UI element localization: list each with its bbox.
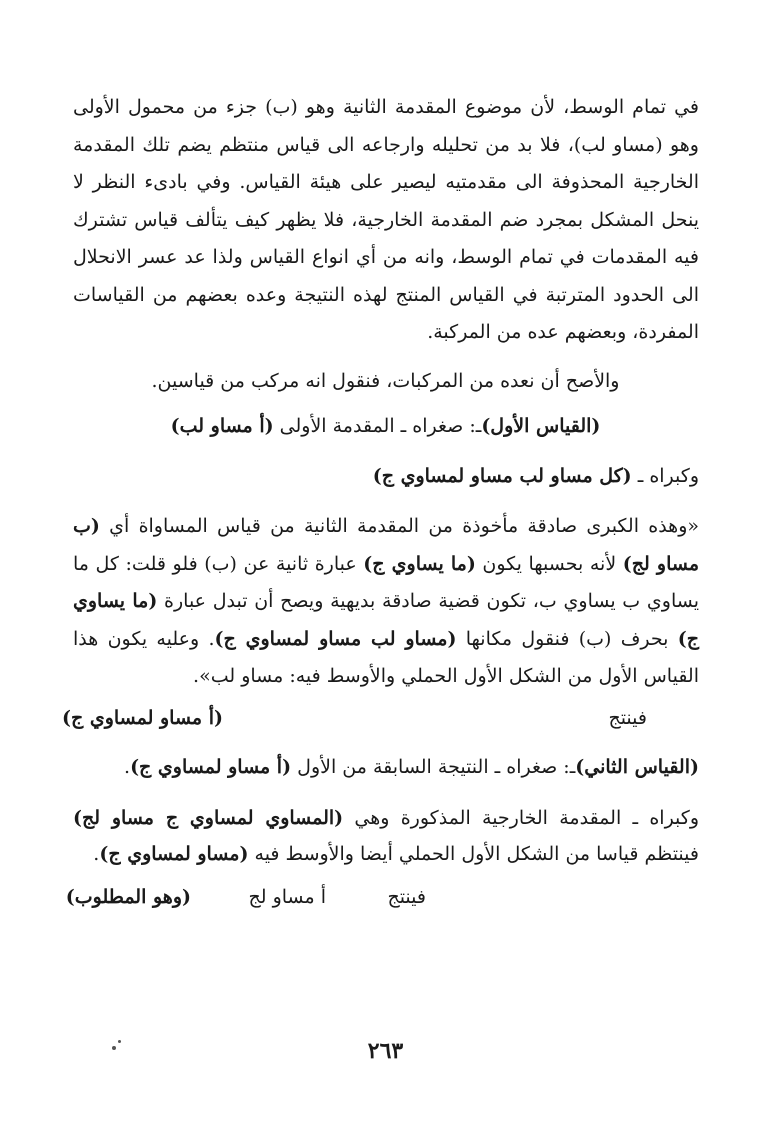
p3-bold-1: (المساوي لمساوي ج مساو لج) xyxy=(73,807,344,829)
paragraph-kubrah-2 xyxy=(73,800,699,872)
final-conclusion: أ مساو لج xyxy=(248,886,326,908)
p3-bold-2: (مساو لمساوي ج) xyxy=(99,843,249,865)
paragraph-hadhihi-al-kubra xyxy=(73,508,699,696)
p2-bold-4: (مساو لب مساو لمساوي ج) xyxy=(214,627,457,650)
kubrah-1-line xyxy=(373,461,699,491)
final-note: (وهو المطلوب) xyxy=(65,886,191,908)
p3-text-1: وكبراه ـ المقدمة الخارجية المذكورة وهي xyxy=(343,807,699,829)
qiyas-thani-line xyxy=(124,752,699,782)
qiyas-awwal-sughra-label: صغراه ـ المقدمة الأولى xyxy=(273,415,464,437)
p2-bold-1: (ب مساو لج) xyxy=(73,515,700,575)
line-al-asah: والأصح أن نعده من المركبات، فنقول انه مركب من قياسين. xyxy=(151,370,620,392)
kubrah-1-label: وكبراه ـ xyxy=(631,465,699,487)
p2-bold-2: (ما يساوي ج) xyxy=(363,552,476,575)
p3-text-3: . xyxy=(93,843,100,865)
yuntij-1-value: (أ مساو لمساوي ج) xyxy=(61,707,223,729)
p2-text-1: «وهذه الكبرى صادقة مأخوذة من المقدمة الثانية من قياس المساواة أي xyxy=(99,515,699,537)
qiyas-awwal-sughra-value: (أ مساو لب) xyxy=(170,415,274,437)
p2-text-5: . وعليه يكون هذا القياس الأول من الشكل الأول الحملي والأوسط فيه: مساو لب». xyxy=(73,627,699,687)
qiyas-awwal-label: (القياس الأول) xyxy=(481,415,601,437)
p2-text-4: بحرف (ب) فنقول مكانها xyxy=(456,627,678,650)
qiyas-thani-end: . xyxy=(124,756,131,778)
qiyas-awwal-separator: ـ: xyxy=(463,415,482,437)
kubrah-1-value: (كل مساو لب مساو لمساوي ج) xyxy=(372,465,632,487)
p2-bold-3: (ما يساوي ج) xyxy=(73,590,700,650)
yuntij-1-label: فينتج xyxy=(608,707,647,729)
paragraph-tamam-al-wasat: في تمام الوسط، لأن موضوع المقدمة الثانية وهو (ب) جزء من محمول الأولى وهو (مساو لب)، فلا بد من تحليله وارجاعه الى قياس منتظم يضم تلك المقدمة الخارجية المحذوفة الى مقدمتيه ليصير على هيئة القياس. وفي بادىء النظر لا ينحل المشكل بمجرد ضم المقدمة الخارجية، فلا يظهر كيف يتألف قياس تشترك فيه المقدمات في تمام الوسط، وانه من أي انواع القياس ولذا عد عسر الانحلال الى الحدود المترتبة في القياس المنتج لهذه النتيجة وعده بعضهم من القياسات المفردة، وبعضهم عده من المركبة. xyxy=(73,96,699,343)
qiyas-thani-separator: ـ: xyxy=(557,756,576,778)
p3-text-2: فينتظم قياسا من الشكل الأول الحملي أيضا والأوسط فيه xyxy=(248,843,699,865)
qiyas-awwal-line xyxy=(0,411,771,441)
final-yuntij-label: فينتج xyxy=(387,886,426,908)
p2-text-3: عبارة ثانية عن (ب) فلو قلت: كل ما يساوي ب يساوي ب، تكون قضية صادقة بديهية ويصح أن تبدل عبارة xyxy=(73,552,699,612)
p2-text-2: لأنه بحسبها يكون xyxy=(475,552,623,575)
qiyas-thani-sughra-value: (أ مساو لمساوي ج) xyxy=(130,756,292,778)
qiyas-thani-sughra-label: صغراه ـ النتيجة السابقة من الأول xyxy=(291,756,558,778)
page-number: ٢٦٣ xyxy=(367,1038,404,1064)
qiyas-thani-label: (القياس الثاني) xyxy=(575,756,699,778)
